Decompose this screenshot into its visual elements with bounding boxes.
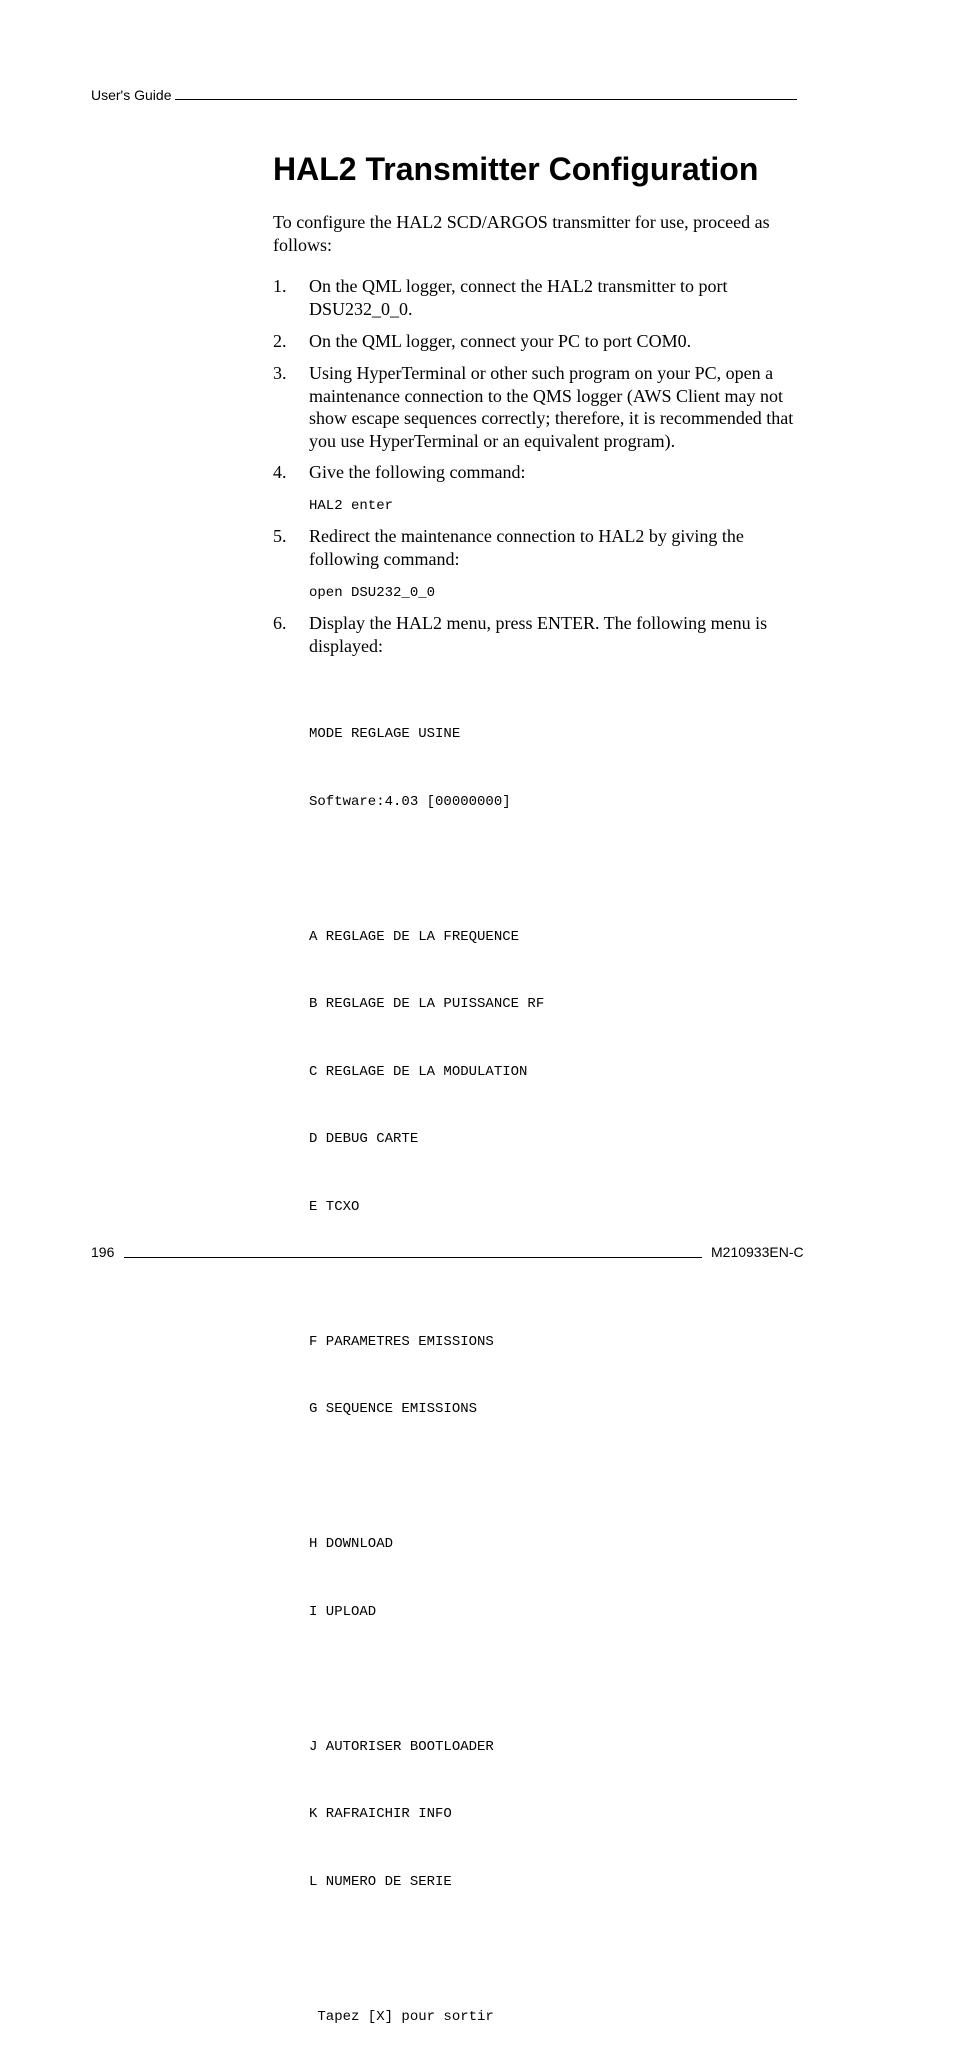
page-header [91,86,811,104]
intro-paragraph: To configure the HAL2 SCD/ARGOS transmitter for use, proceed as follows: [273,212,770,255]
command-open-port: open DSU232_0_0 [309,585,436,601]
menu-item: I UPLOAD [309,1603,377,1620]
menu-item: D DEBUG CARTE [309,1131,419,1147]
step-text: Display the HAL2 menu, press ENTER. The following menu is displayed: [309,613,768,656]
step-number: 1. [273,276,287,296]
page-footer [91,1243,821,1261]
menu-item: J AUTORISER BOOTLOADER [309,1738,494,1755]
step-text: Using HyperTerminal or other such program on your PC, open a maintenance connection to the QMS logger (AWS Client may not show escape sequences correctly; therefore, it is recommended that you use HyperTerminal or an equivalent program). [309,363,794,451]
menu-item: K RAFRAICHIR INFO [309,1806,452,1822]
page-number: 196 [91,1244,115,1260]
step-text: On the QML logger, connect the HAL2 transmitter to port DSU232_0_0. [309,276,728,319]
menu-item: E TCXO [309,1198,360,1215]
command-hal2-enter: HAL2 enter [309,498,394,514]
step-3 [273,362,818,452]
menu-item: H DOWNLOAD [309,1536,394,1552]
step-6 [273,612,818,657]
step-number: 2. [273,331,287,351]
page-title: HAL2 Transmitter Configuration [273,151,759,187]
step-number: 4. [273,462,287,482]
step-4 [273,461,818,484]
menu-item: A REGLAGE DE LA FREQUENCE [309,928,520,945]
hal2-menu-listing [309,678,544,2051]
menu-exit-prompt: Tapez [X] pour sortir [309,2008,494,2025]
menu-item: F PARAMETRES EMISSIONS [309,1333,494,1350]
step-number: 5. [273,526,287,546]
menu-item: L NUMERO DE SERIE [309,1873,452,1890]
step-text: Redirect the maintenance connection to HAL2 by giving the following command: [309,526,744,569]
step-2 [273,330,818,353]
step-text: On the QML logger, connect your PC to port COM0. [309,331,692,351]
menu-software-line: Software:4.03 [00000000] [309,793,511,810]
step-number: 3. [273,363,287,383]
menu-item: C REGLAGE DE LA MODULATION [309,1063,528,1080]
step-5 [273,525,818,570]
step-1 [273,275,818,320]
menu-item: B REGLAGE DE LA PUISSANCE RF [309,996,545,1012]
document-id: M210933EN-C [711,1244,804,1260]
menu-mode-line: MODE REGLAGE USINE [309,726,461,742]
step-text: Give the following command: [309,462,526,482]
footer-rule [124,1243,702,1258]
step-number: 6. [273,613,287,633]
header-guide-label: User's Guide [91,87,172,103]
menu-item: G SEQUENCE EMISSIONS [309,1401,478,1417]
header-rule [175,87,797,100]
